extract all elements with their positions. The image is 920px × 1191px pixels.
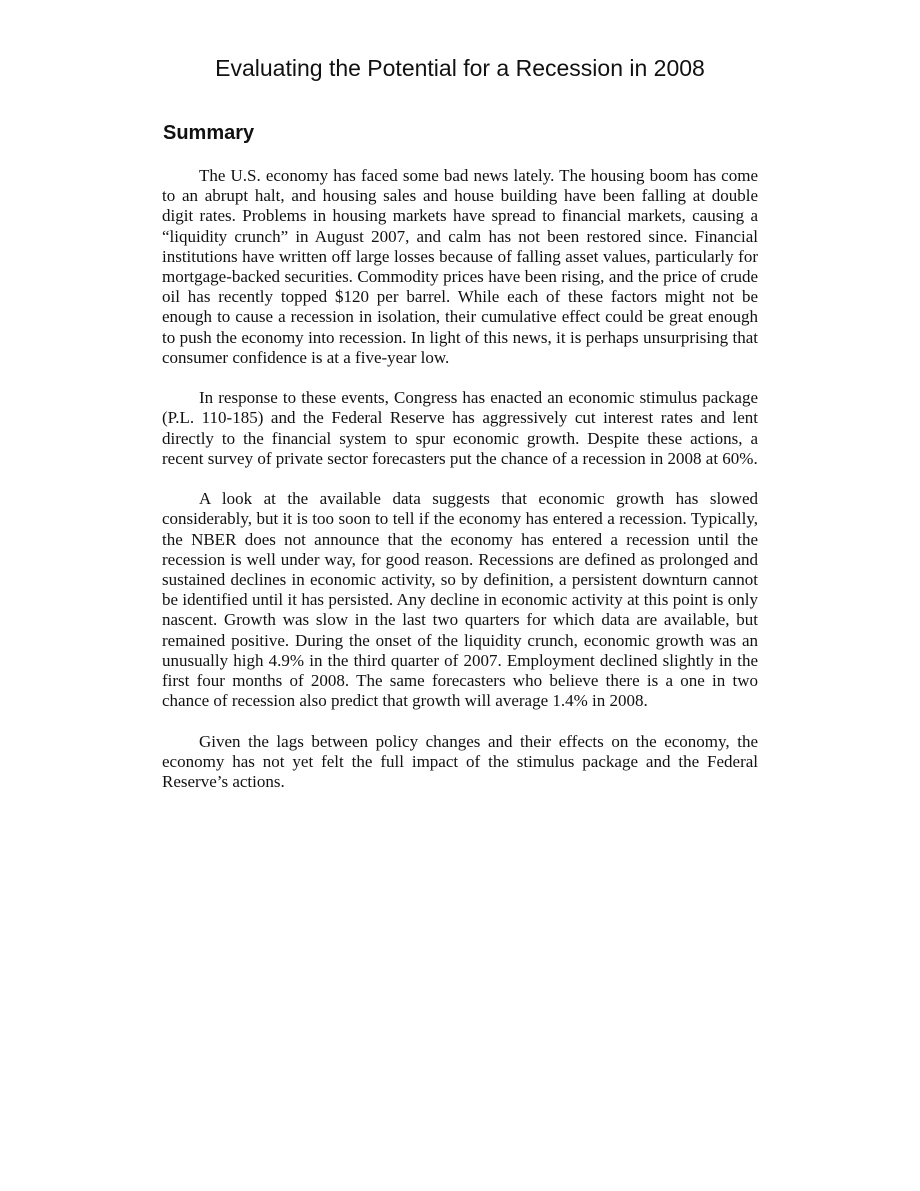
section-heading-summary: Summary [163, 122, 255, 144]
document-title: Evaluating the Potential for a Recession in 2008 [215, 55, 705, 81]
paragraph-2: In response to these events, Congress has enacted an economic stimulus package (P.L. 110-185) and the Federal Reserve has aggressively cut interest rates and lent directly to the financial system to spur economic growth. Despite these actions, a recent survey of private sector forecasters put the chance of a recession in 2008 at 60%. [162, 388, 758, 468]
summary-body [162, 166, 758, 812]
paragraph-3: A look at the available data suggests that economic growth has slowed considerably, but it is too soon to tell if the economy has entered a recession. Typically, the NBER does not announce that the economy has entered a recession until the recession is well under way, for good reason. Recessions are defined as prolonged and sustained declines in economic activity, so by definition, a persistent downturn cannot be identified until it has persisted. Any decline in economic activity at this point is only nascent. Growth was slow in the last two quarters for which data are available, but remained positive. During the onset of the liquidity crunch, economic growth was an unusually high 4.9% in the third quarter of 2007. Employment declined slightly in the first four months of 2008. The same forecasters who believe there is a one in two chance of recession also predict that growth will average 1.4% in 2008. [162, 489, 758, 711]
paragraph-4: Given the lags between policy changes and their effects on the economy, the economy has not yet felt the full impact of the stimulus package and the Federal Reserve’s actions. [162, 731, 758, 792]
paragraph-1: The U.S. economy has faced some bad news lately. The housing boom has come to an abrupt halt, and housing sales and house building have been falling at double digit rates. Problems in housing markets have spread to financial markets, causing a “liquidity crunch” in August 2007, and calm has not been restored since. Financial institutions have written off large losses because of falling asset values, particularly for mortgage-backed securities. Commodity prices have been rising, and the price of crude oil has recently topped $120 per barrel. While each of these factors might not be enough to cause a recession in isolation, their cumulative effect could be great enough to push the economy into recession. In light of this news, it is perhaps unsurprising that consumer confidence is at a five-year low. [162, 166, 758, 367]
